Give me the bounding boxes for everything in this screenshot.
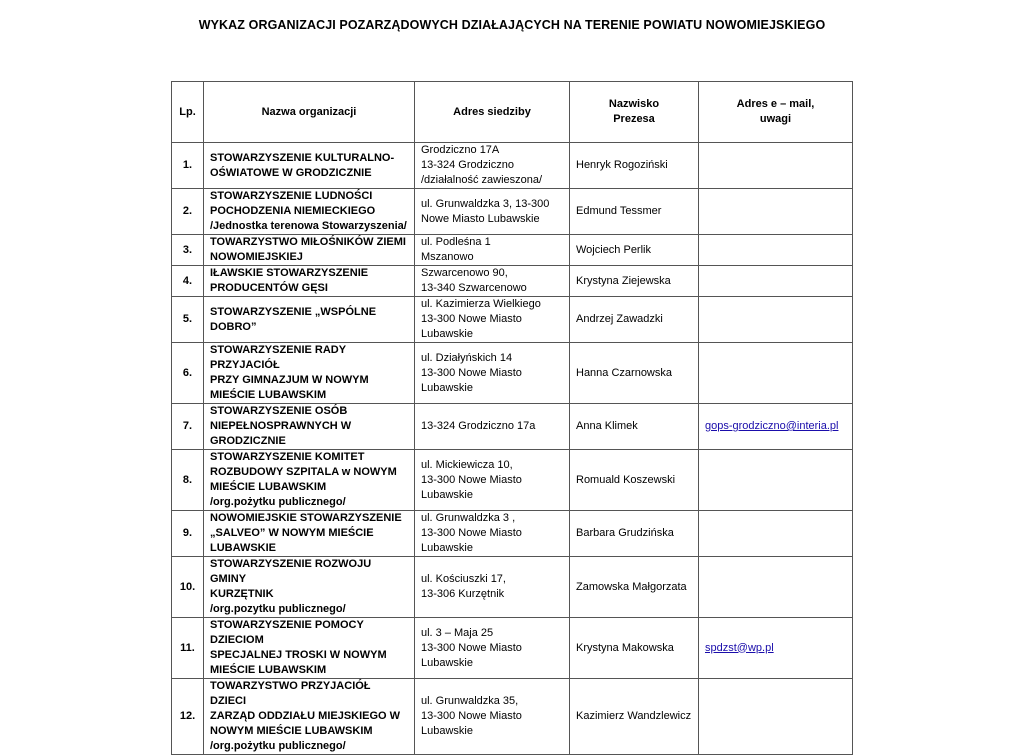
organization-name-line: POCHODZENIA NIEMIECKIEGO <box>210 205 376 217</box>
organization-name-line: STOWARZYSZENIE OSÓB <box>210 405 348 417</box>
president-name-line: Henryk Rogoziński <box>576 159 668 171</box>
president-name-line: Krystyna Ziejewska <box>576 274 671 287</box>
row-number-line: 2. <box>182 205 193 217</box>
organization-address-line: Lubawskie <box>421 656 473 669</box>
organization-address-line: ul. Grunwaldzka 3 , <box>421 512 516 524</box>
row-number-line: 3. <box>182 243 193 256</box>
president-name <box>570 511 699 557</box>
organization-name-line: MIEŚCIE LUBAWSKIM <box>210 389 327 401</box>
organization-name-line: NOWYM MIEŚCIE LUBAWSKIM <box>210 725 373 737</box>
organization-name <box>204 404 415 450</box>
organization-address-line: ul. 3 – Maja 25 <box>421 626 494 639</box>
email-cell <box>699 511 853 557</box>
row-number <box>172 235 204 266</box>
organization-name-line: NOWOMIEJSKIE STOWARZYSZENIE <box>210 512 402 524</box>
organization-name-line: STOWARZYSZENIE „WSPÓLNE DOBRO” <box>210 305 377 333</box>
organization-name <box>204 618 415 679</box>
table-row <box>172 189 853 235</box>
organization-name-line: STOWARZYSZENIE ROZWOJU GMINY <box>210 558 372 585</box>
president-name-line: Romuald Koszewski <box>576 473 676 486</box>
organization-address-line: Lubawskie <box>421 725 473 737</box>
organization-address-line: 13-300 Nowe Miasto <box>421 641 522 654</box>
table-body <box>172 143 853 755</box>
table-row <box>172 343 853 404</box>
table-row <box>172 557 853 618</box>
organization-address-line: Lubawskie <box>421 542 473 554</box>
row-number <box>172 557 204 618</box>
email-cell <box>699 266 853 297</box>
president-name <box>570 404 699 450</box>
president-name-line: Kazimierz Wandzlewicz <box>576 710 692 722</box>
header-name: Nazwa organizacji <box>204 82 415 143</box>
organization-name <box>204 557 415 618</box>
row-number <box>172 511 204 557</box>
organization-name-line: ROZBUDOWY SZPITALA w NOWYM <box>210 466 397 478</box>
email-cell <box>699 143 853 189</box>
row-number <box>172 297 204 343</box>
organization-address <box>415 511 570 557</box>
table-row <box>172 511 853 557</box>
table-row <box>172 679 853 755</box>
organization-address <box>415 450 570 511</box>
organization-address-line: 13-324 Grodziczno <box>421 159 514 171</box>
organization-address-line: 13-300 Nowe Miasto <box>421 313 522 325</box>
organization-name-line: NOWOMIEJSKIEJ <box>210 251 303 263</box>
organization-address-line: Nowe Miasto Lubawskie <box>421 212 540 225</box>
row-number <box>172 618 204 679</box>
organization-address-line: 13-306 Kurzętnik <box>421 588 505 600</box>
organization-name-line: /org.pożytku publicznego/ <box>210 740 346 752</box>
document-title: WYKAZ ORGANIZACJI POZARZĄDOWYCH DZIAŁAJĄCYCH NA TERENIE POWIATU NOWOMIEJSKIEGO <box>198 18 826 32</box>
header-email-line1: Adres e – mail, <box>736 98 815 110</box>
email-cell <box>699 189 853 235</box>
row-number-line: 10. <box>179 580 196 593</box>
organization-address <box>415 297 570 343</box>
organization-address-line: ul. Mickiewicza 10, <box>421 458 513 471</box>
email-link-line[interactable]: gops-grodziczno@interia.pl <box>705 420 839 432</box>
email-link-line[interactable]: spdzst@wp.pl <box>705 641 774 654</box>
organization-name <box>204 343 415 404</box>
row-number-line: 1. <box>182 159 193 171</box>
organization-address-line: Szwarcenowo 90, <box>421 267 508 279</box>
organization-name <box>204 679 415 755</box>
president-name <box>570 189 699 235</box>
president-name <box>570 618 699 679</box>
president-name <box>570 266 699 297</box>
email-cell <box>699 343 853 404</box>
table-row <box>172 404 853 450</box>
organization-name-line: /org.pozytku publicznego/ <box>210 603 346 615</box>
organization-name-line: SPECJALNEJ TROSKI W NOWYM <box>210 649 387 661</box>
organization-address-line: ul. Kazimierza Wielkiego <box>421 298 541 310</box>
organization-address <box>415 266 570 297</box>
organization-address-line: Grodziczno 17A <box>421 144 500 156</box>
organization-name-line: „SALVEO” W NOWYM MIEŚCIE <box>210 527 374 539</box>
organization-address-line: 13-300 Nowe Miasto <box>421 473 522 486</box>
organization-name <box>204 189 415 235</box>
email-cell <box>699 557 853 618</box>
email-cell <box>699 679 853 755</box>
organization-name-line: ZARZĄD ODDZIAŁU MIEJSKIEGO W <box>210 710 401 722</box>
email-cell <box>699 235 853 266</box>
president-name-line: Barbara Grudzińska <box>576 527 674 539</box>
president-name-line: Andrzej Zawadzki <box>576 313 663 325</box>
organization-address <box>415 618 570 679</box>
header-president <box>570 82 699 143</box>
organization-name-line: OŚWIATOWE W GRODZICZNIE <box>210 166 372 179</box>
email-cell <box>699 297 853 343</box>
organization-name-line: STOWARZYSZENIE LUDNOŚCI <box>210 190 373 202</box>
organization-name-line: STOWARZYSZENIE RADY PRZYJACIÓŁ <box>210 344 346 371</box>
president-name <box>570 143 699 189</box>
organization-name-line: PRODUCENTÓW GĘSI <box>210 282 328 294</box>
organization-address-line: 13-300 Nowe Miasto <box>421 527 522 539</box>
organization-name-line: STOWARZYSZENIE KOMITET <box>210 451 365 463</box>
row-number-line: 9. <box>182 527 193 539</box>
email-cell <box>699 450 853 511</box>
organization-address-line: ul. Grunwaldzka 3, 13-300 <box>421 197 550 210</box>
row-number <box>172 266 204 297</box>
header-email <box>699 82 853 143</box>
table-header-row <box>172 82 853 143</box>
organization-name-line: STOWARZYSZENIE POMOCY DZIECIOM <box>210 619 364 646</box>
organization-address-line: Lubawskie <box>421 328 473 340</box>
organization-name-line: KURZĘTNIK <box>210 588 274 600</box>
president-name <box>570 343 699 404</box>
organization-address <box>415 404 570 450</box>
organization-address <box>415 679 570 755</box>
row-number <box>172 404 204 450</box>
organization-name <box>204 450 415 511</box>
row-number-line: 7. <box>182 420 193 432</box>
organization-name-line: TOWARZYSTWO PRZYJACIÓŁ DZIECI <box>210 680 371 707</box>
row-number-line: 4. <box>182 274 193 287</box>
row-number-line: 12. <box>179 710 196 722</box>
organization-address-line: Mszanowo <box>421 251 474 263</box>
organization-address <box>415 189 570 235</box>
row-number <box>172 143 204 189</box>
organization-address-line: Lubawskie <box>421 381 473 394</box>
organization-name-line: IŁAWSKIE STOWARZYSZENIE <box>210 267 369 279</box>
president-name-line: Edmund Tessmer <box>576 205 662 217</box>
organization-name <box>204 235 415 266</box>
table-row <box>172 143 853 189</box>
email-link[interactable] <box>699 404 853 450</box>
president-name-line: Zamowska Małgorzata <box>576 580 687 593</box>
organization-address-line: 13-300 Nowe Miasto <box>421 366 522 379</box>
organization-name-line: GRODZICZNIE <box>210 435 286 447</box>
president-name <box>570 557 699 618</box>
organization-name <box>204 511 415 557</box>
row-number-line: 6. <box>182 366 193 379</box>
table-row <box>172 266 853 297</box>
organization-address-line: /działalność zawieszona/ <box>421 174 543 186</box>
president-name <box>570 679 699 755</box>
organization-address-line: ul. Podleśna 1 <box>421 236 491 248</box>
organization-address-line: ul. Kościuszki 17, <box>421 573 506 585</box>
organization-name-line: /Jednostka terenowa Stowarzyszenia/ <box>210 220 407 232</box>
organization-address-line: ul. Grunwaldzka 35, <box>421 695 519 707</box>
organization-address-line: 13-324 Grodziczno 17a <box>421 420 536 432</box>
header-address: Adres siedziby <box>415 82 570 143</box>
table-row <box>172 450 853 511</box>
row-number-line: 5. <box>182 313 193 325</box>
president-name <box>570 297 699 343</box>
president-name-line: Wojciech Perlik <box>576 243 651 256</box>
organization-address-line: ul. Działyńskich 14 <box>421 351 513 364</box>
organization-address <box>415 143 570 189</box>
row-number-line: 11. <box>180 641 195 654</box>
organization-name-line: LUBAWSKIE <box>210 542 276 554</box>
president-name <box>570 450 699 511</box>
row-number <box>172 189 204 235</box>
organization-name-line: /org.pożytku publicznego/ <box>210 496 346 508</box>
president-name-line: Hanna Czarnowska <box>576 366 672 379</box>
organization-address <box>415 235 570 266</box>
table-row <box>172 235 853 266</box>
president-name-line: Krystyna Makowska <box>576 641 674 654</box>
row-number <box>172 450 204 511</box>
organization-address-line: 13-340 Szwarcenowo <box>421 282 527 294</box>
organization-name-line: TOWARZYSTWO MIŁOŚNIKÓW ZIEMI <box>210 236 406 248</box>
header-email-line2: uwagi <box>759 113 792 125</box>
organization-address-line: Lubawskie <box>421 488 473 501</box>
row-number <box>172 343 204 404</box>
organization-name-line: PRZY GIMNAZJUM W NOWYM <box>210 374 369 386</box>
row-number-line: 8. <box>182 473 193 486</box>
organization-name <box>204 266 415 297</box>
organization-name-line: MIEŚCIE LUBAWSKIM <box>210 664 327 676</box>
organization-address <box>415 343 570 404</box>
organization-address-line: 13-300 Nowe Miasto <box>421 710 522 722</box>
header-lp: Lp. <box>172 82 204 143</box>
president-name-line: Anna Klimek <box>576 420 638 432</box>
president-name <box>570 235 699 266</box>
header-president-line2: Prezesa <box>613 113 655 125</box>
row-number <box>172 679 204 755</box>
table-row <box>172 297 853 343</box>
organizations-table <box>171 81 853 755</box>
organization-name-line: MIEŚCIE LUBAWSKIM <box>210 481 327 493</box>
table-row <box>172 618 853 679</box>
organization-name <box>204 297 415 343</box>
header-president-line1: Nazwisko <box>608 98 660 110</box>
organization-name-line: STOWARZYSZENIE KULTURALNO- <box>210 151 395 164</box>
email-link[interactable] <box>699 618 853 679</box>
organization-name-line: NIEPEŁNOSPRAWNYCH W <box>210 420 352 432</box>
organization-address <box>415 557 570 618</box>
organization-name <box>204 143 415 189</box>
